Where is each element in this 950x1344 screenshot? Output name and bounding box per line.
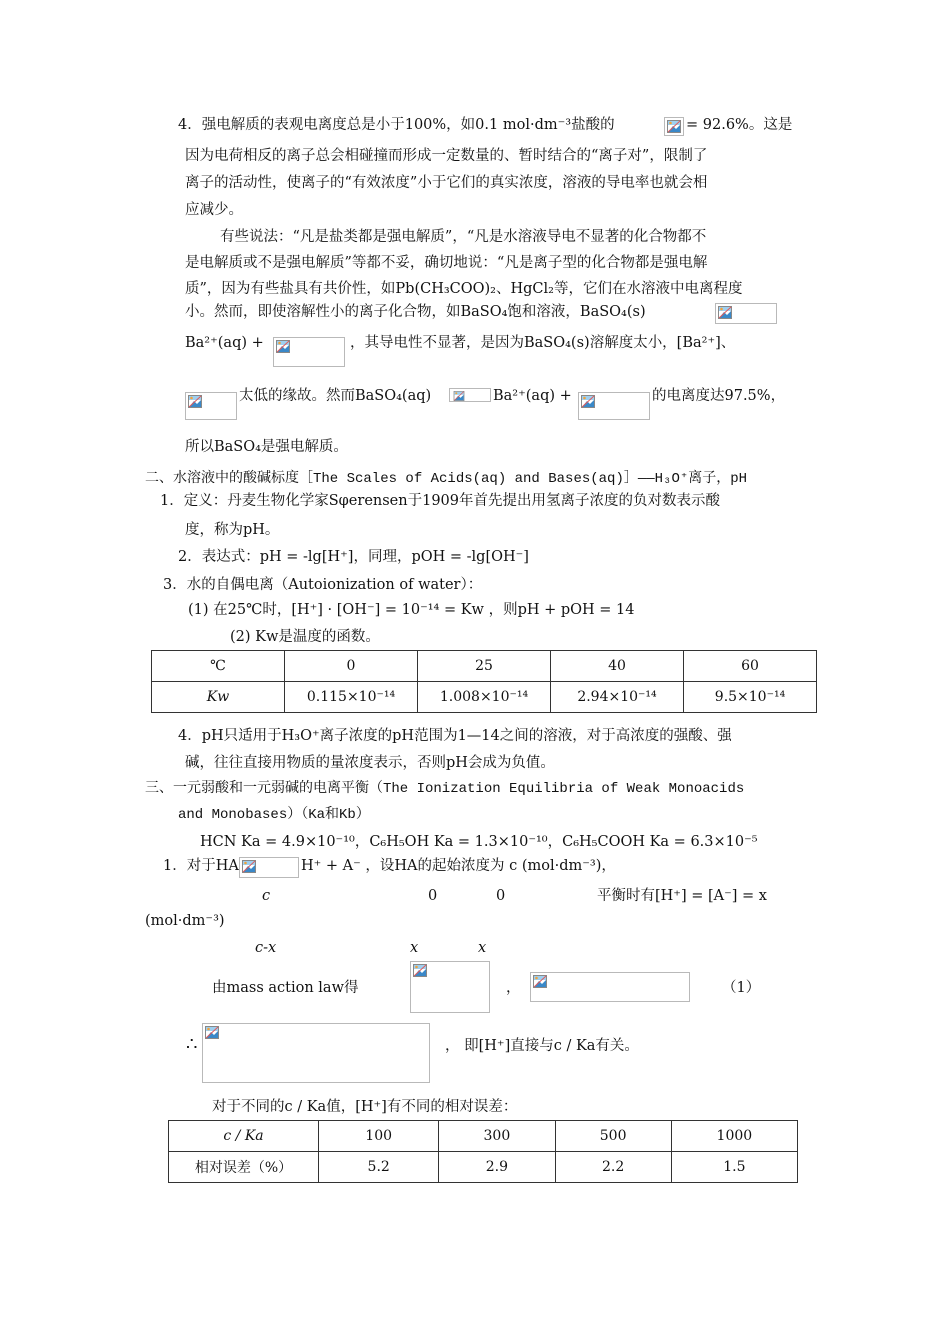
table-row [169,1121,798,1152]
kw-table [151,650,817,713]
section-heading: and Monobases）（Ka和Kb） [178,807,370,823]
para-line: H⁺ + A⁻ ，设HA的起始浓度为 c (mol·dm⁻³)， [301,858,616,874]
broken-image-icon [715,303,777,324]
broken-image-icon [410,961,490,1013]
para-line: 质”，因为有些盐具有共价性，如Pb(CH₃COO)₂、HgCl₂等，它们在水溶液中电离程度 [185,281,743,297]
para-line: 平衡时有[H⁺] = [A⁻] = x [597,888,767,904]
table-header-cell: 1000 [671,1121,797,1152]
table-cell: 2.9 [439,1152,555,1183]
para-line: 3．水的自偶电离（Autoionization of water）： [163,577,483,593]
para-line: HCN Ka = 4.9×10⁻¹⁰，C₆H₅OH Ka = 1.3×10⁻¹⁰，C₆H₅COOH Ka = 6.3×10⁻⁵ [200,834,758,850]
para-line: (2) Kw是温度的函数。 [230,629,380,645]
broken-image-icon [578,392,650,420]
para-line: ， 即[H⁺]直接与c / Ka有关。 [445,1038,639,1054]
para-line: 所以BaSO₄是强电解质。 [185,439,348,455]
table-header-cell: 100 [319,1121,439,1152]
table-header-cell: 25 [418,651,551,682]
table-row [169,1152,798,1183]
para-line: 2．表达式：pH = -lg[H⁺]，同理，pOH = -lg[OH⁻] [178,549,529,565]
para-line: 1．定义：丹麦生物化学家Sφerensen于1909年首先提出用氢离子浓度的负对数表示酸 [160,493,721,509]
broken-image-icon [449,388,491,402]
table-header-cell: c / Ka [169,1121,319,1152]
init-conc: 0 [496,888,506,904]
para-line: Ba²⁺(aq) + [493,388,572,404]
table-cell: 5.2 [319,1152,439,1183]
table-row-label: Kw [152,682,285,713]
para-line: 度，称为pH。 [185,522,280,538]
para-line: ， [506,980,521,996]
therefore-symbol: ∴ [186,1034,198,1055]
para-line: 离子的活动性，使离子的“有效浓度”小于它们的真实浓度，溶液的导电率也就会相 [185,175,708,191]
table-cell: 2.2 [555,1152,671,1183]
table-header-cell: 0 [285,651,418,682]
para-line [178,115,615,135]
broken-image-icon [202,1023,430,1083]
table-cell: 0.115×10⁻¹⁴ [285,682,418,713]
para-line: 4．pH只适用于H₃O⁺离子浓度的pH范围为1—14之间的溶液，对于高浓度的强酸、强 [178,728,732,744]
section-heading: 三、一元弱酸和一元弱碱的电离平衡（The Ionization Equilibria of Weak Monoacids [145,781,745,797]
section-heading: 二、水溶液中的酸碱标度［The Scales of Acids(aq) and Bases(aq)］——H₃O⁺离子，pH [145,471,748,487]
para-line: (1) 在25℃时，[H⁺] · [OH⁻] = 10⁻¹⁴ = Kw ，则pH + pOH = 14 [188,602,635,618]
para-line: 的电离度达97.5%， [652,388,786,404]
table-cell: 1.008×10⁻¹⁴ [418,682,551,713]
para-line: 碱，往往直接用物质的量浓度表示，否则pH会成为负值。 [185,755,555,771]
broken-image-icon [185,392,237,420]
para-line: 应减少。 [185,202,243,218]
para-line: 对于不同的c / Ka值，[H⁺]有不同的相对误差： [212,1099,518,1115]
para-line [686,115,792,135]
table-header-cell: 60 [684,651,817,682]
para-line: (mol·dm⁻³) [145,913,225,929]
table-header-cell: 500 [555,1121,671,1152]
para-line: 太低的缘故。然而BaSO₄(aq) [239,388,432,404]
para-line: ，其导电性不显著，是因为BaSO₄(s)溶解度太小，[Ba²⁺]、 [350,335,736,351]
broken-image-icon [239,857,299,878]
error-table [168,1120,798,1183]
para-line: 是电解质或不是强电解质”等都不妥，确切地说：“凡是离子型的化合物都是强电解 [185,255,708,271]
broken-image-icon [664,117,684,136]
text: 4．强电解质的表观电离度总是小于100%，如0.1 mol·dm⁻³盐酸的 [178,117,615,133]
eq-conc: x [410,940,419,956]
init-conc: c [262,888,271,904]
table-row-label: 相对误差（%） [169,1152,319,1183]
table-header-cell: 300 [439,1121,555,1152]
para-line: 因为电荷相反的离子总会相碰撞而形成一定数量的、暂时结合的“离子对”，限制了 [185,148,708,164]
broken-image-icon [273,337,345,367]
table-row [152,682,817,713]
table-header-cell: 40 [551,651,684,682]
table-cell: 1.5 [671,1152,797,1183]
table-cell: 2.94×10⁻¹⁴ [551,682,684,713]
broken-image-icon [530,972,690,1002]
table-header-cell: ℃ [152,651,285,682]
equation-number: （1） [722,980,761,996]
para-line: 有些说法：“凡是盐类都是强电解质”，“凡是水溶液导电不显著的化合物都不 [220,229,707,245]
table-row [152,651,817,682]
para-line: 由mass action law得 [212,980,359,996]
para-line: 小。然而，即使溶解性小的离子化合物，如BaSO₄饱和溶液，BaSO₄(s) [185,304,646,320]
init-conc: 0 [428,888,438,904]
eq-conc: c-x [255,940,277,956]
para-line: Ba²⁺(aq) + [185,335,264,351]
eq-conc: x [478,940,487,956]
table-cell: 9.5×10⁻¹⁴ [684,682,817,713]
text: = 92.6%。这是 [686,117,793,133]
para-line: 1．对于HA [163,858,239,874]
